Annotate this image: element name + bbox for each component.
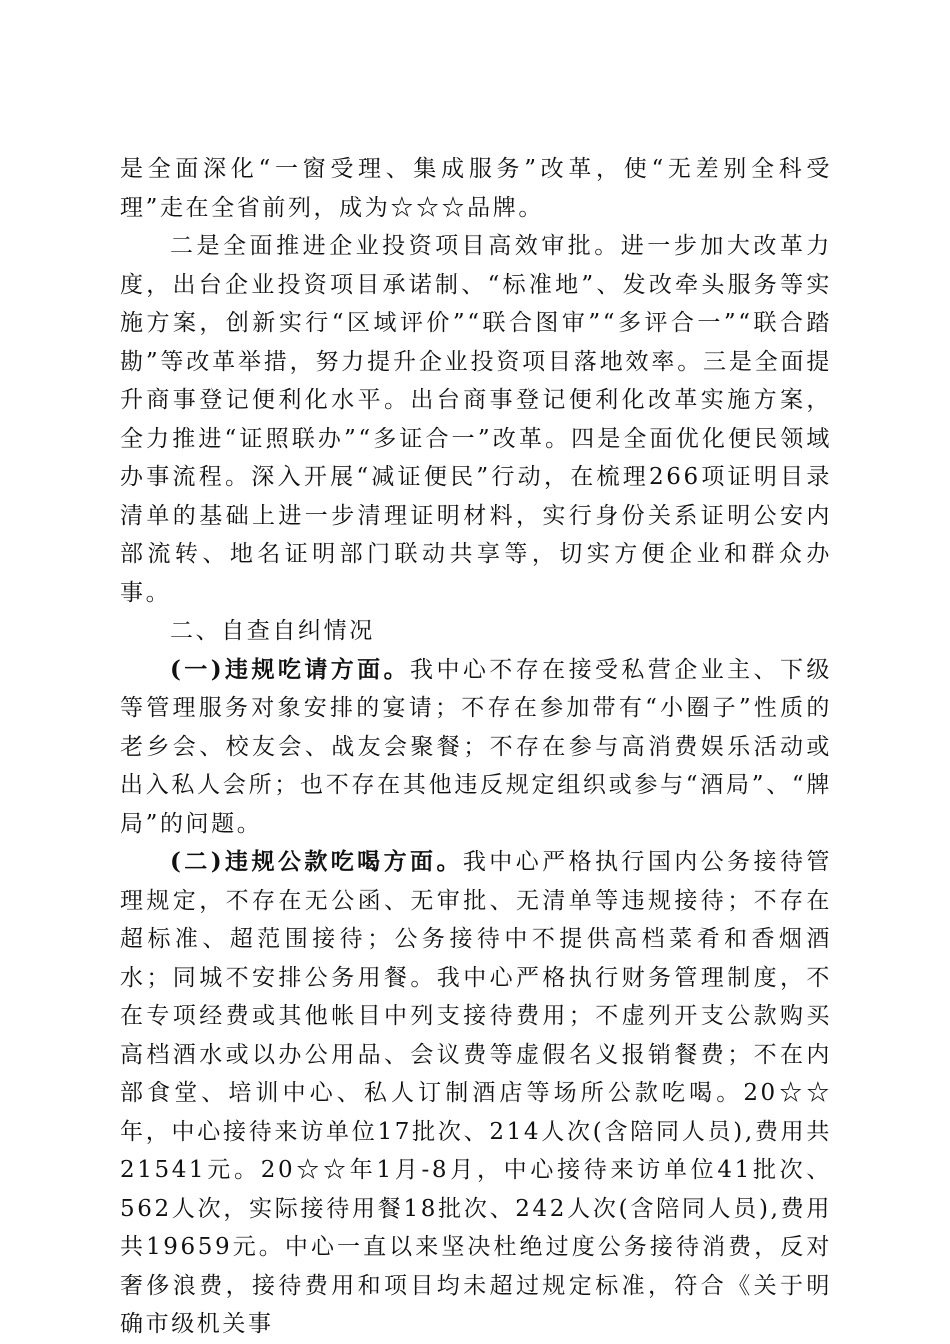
section-item-2 <box>120 843 832 1344</box>
section-heading: 二、自查自纠情况 <box>170 618 375 644</box>
section-item-2-lead: (二)违规公款吃喝方面。 <box>170 848 463 875</box>
section-item-1-lead: (一)违规吃请方面。 <box>170 655 411 683</box>
section-item-2-text: 我中心严格执行国内公务接待管理规定，不存在无公函、无审批、无清单等违规接待；不存在超标准、超范围接待；公务接待中不提供高档菜肴和香烟酒水；同城不安排公务用餐。我中心严格执行财务管理制度，不在专项经费或其他帐目中列支接待费用；不虚列开支公款购买高档酒水或以办公用品、会议费等虚假名义报销餐费；不在内部食堂、培训中心、私人订制酒店等场所公款吃喝。20☆☆年，中心接待来访单位17批次、214人次(含陪同人员),费用共21541元。20☆☆年1月-8月，中心接待来访单位41批次、562人次，实际接待用餐18批次、242人次(含陪同人员),费用共19659元。中心一直以来坚决杜绝过度公务接待消费，反对奢侈浪费，接待费用和项目均未超过规定标准，符合《关于明确市级机关事 <box>120 849 832 1337</box>
paragraph-continuation: 是全面深化“一窗受理、集成服务”改革，使“无差别全科受理”走在全省前列，成为☆☆☆品牌。 <box>120 156 832 221</box>
section-item-1-text: 我中心不存在接受私营企业主、下级等管理服务对象安排的宴请；不存在参加带有“小圈子”性质的老乡会、校友会、战友会聚餐；不存在参与高消费娱乐活动或出入私人会所；也不存在其他违反规定组织或参与“酒局”、“牌局”的问题。 <box>120 656 832 837</box>
paragraph-reform-measures: 二是全面推进企业投资项目高效审批。进一步加大改革力度，出台企业投资项目承诺制、“标准地”、发改牵头服务等实施方案，创新实行“区域评价”“联合图审”“多评合一”“联合踏勘”等改革举措，努力提升企业投资项目落地效率。三是全面提升商事登记便利化水平。出台商事登记便利化改革实施方案，全力推进“证照联办”“多证合一”改革。四是全面优化便民领域办事流程。深入开展“减证便民”行动，在梳理266项证明目录清单的基础上进一步清理证明材料，实行身份关系证明公安内部流转、地名证明部门联动共享等，切实方便企业和群众办事。 <box>120 233 832 606</box>
section-item-1 <box>120 651 832 844</box>
document-body <box>120 150 832 1344</box>
